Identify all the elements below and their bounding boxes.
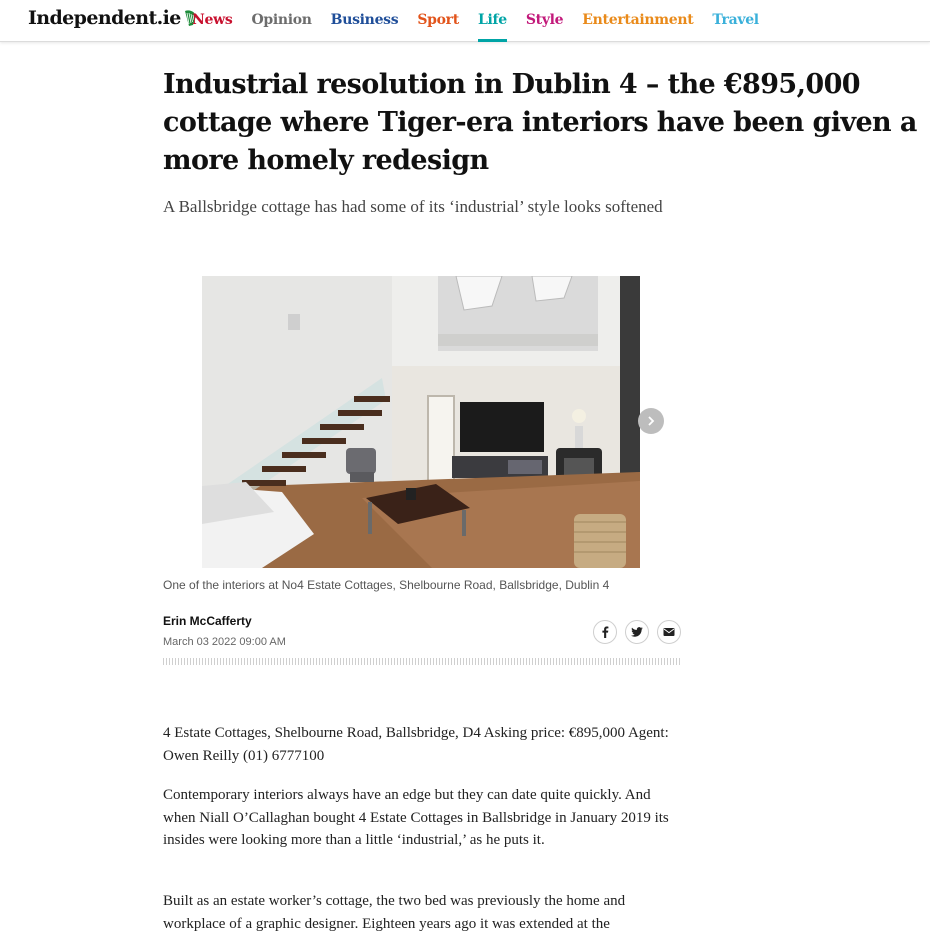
share-facebook-button[interactable]	[593, 620, 617, 644]
nav-item-business[interactable]: Business	[330, 12, 399, 28]
nav-item-news[interactable]: News	[192, 12, 233, 28]
nav-item-sport[interactable]: Sport	[417, 12, 459, 28]
article-photo[interactable]	[202, 276, 640, 568]
carousel-next-button[interactable]	[638, 408, 664, 434]
twitter-icon	[631, 627, 643, 637]
article-paragraph: Built as an estate worker’s cottage, the two bed was previously the home and workplace of a graphic designer. Eighteen years ago it was extended at the	[163, 893, 626, 932]
nav-item-travel[interactable]: Travel	[712, 12, 759, 28]
nav-item-entertainment[interactable]: Entertainment	[582, 12, 694, 28]
logo-text: Independent.ie	[28, 7, 181, 29]
interior-illustration	[202, 276, 640, 568]
site-header	[0, 0, 930, 42]
nav-item-opinion[interactable]: Opinion	[251, 12, 312, 28]
article-standfirst: A Ballsbridge cottage has had some of its ‘industrial’ style looks softened	[163, 197, 663, 216]
article-paragraph: Contemporary interiors always have an edge but they can date quite quickly. And when Niall O’Callaghan bought 4 Estate Cottages in Ballsbridge in January 2019 its insides were looking more than a little ‘industrial,’ as he puts it.	[163, 787, 669, 848]
share-buttons	[593, 620, 681, 644]
author-name[interactable]: Erin McCafferty	[163, 614, 252, 628]
facebook-icon	[600, 626, 610, 638]
share-twitter-button[interactable]	[625, 620, 649, 644]
site-logo[interactable]	[28, 7, 197, 29]
article-paragraph: 4 Estate Cottages, Shelbourne Road, Ballsbridge, D4 Asking price: €895,000 Agent: Owen Reilly (01) 6777100	[163, 725, 669, 764]
main-nav	[192, 0, 778, 42]
publish-date: March 03 2022 09:00 AM	[163, 636, 286, 648]
nav-item-life[interactable]: Life	[478, 0, 507, 42]
share-email-button[interactable]	[657, 620, 681, 644]
photo-caption: One of the interiors at No4 Estate Cottages, Shelbourne Road, Ballsbridge, Dublin 4	[163, 578, 610, 592]
email-icon	[663, 627, 675, 637]
chevron-right-icon	[646, 416, 656, 426]
nav-item-style[interactable]: Style	[525, 12, 564, 28]
section-divider	[163, 658, 680, 665]
article-headline: Industrial resolution in Dublin 4 – the €895,000 cottage where Tiger-era interiors have been given a more homely redesign	[163, 69, 917, 176]
